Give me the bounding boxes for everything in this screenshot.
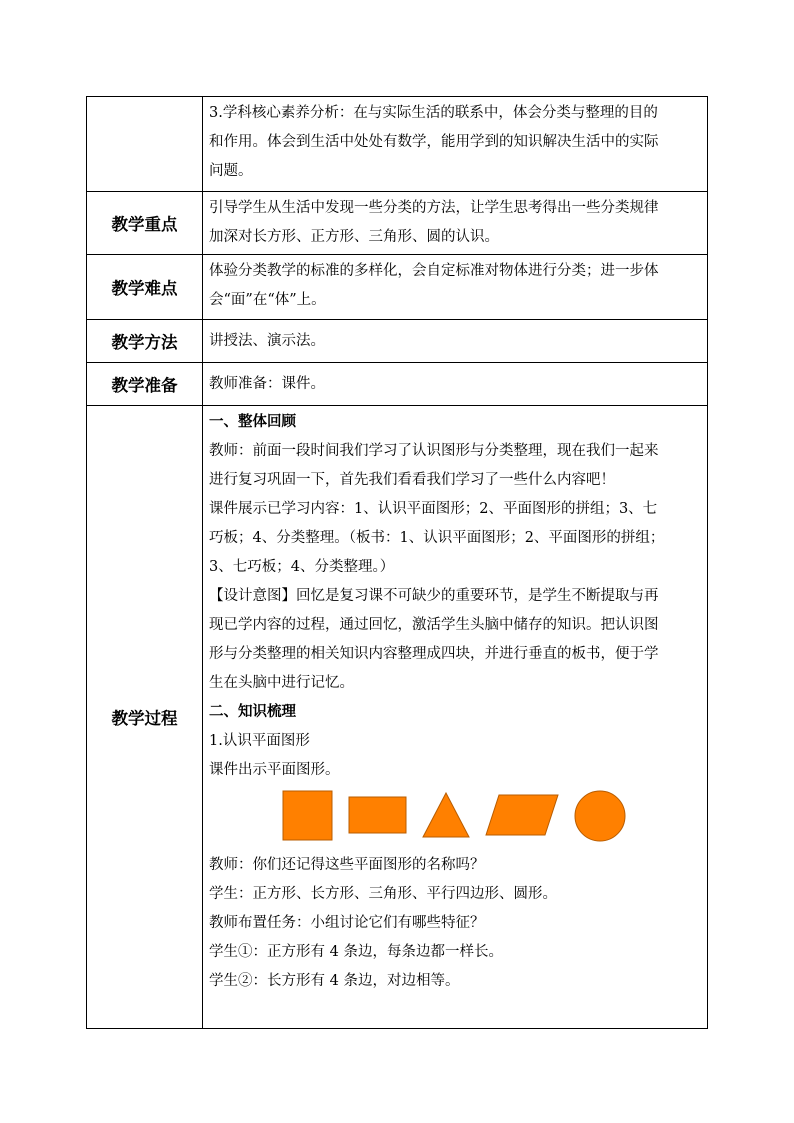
rectangle-shape — [349, 797, 406, 833]
difficult-points-cell — [203, 255, 708, 320]
section-heading-review: 一、整体回顾 — [209, 414, 296, 430]
core-line-3: 问题。 — [209, 163, 253, 179]
square-shape — [283, 791, 332, 840]
teacher-task: 教师布置任务：小组讨论它们有哪些特征？ — [209, 915, 485, 931]
review-p2-line-3: 3、七巧板；4、分类整理。） — [209, 559, 395, 575]
row-teaching-prep — [87, 363, 708, 406]
row-difficult-points — [87, 255, 708, 320]
design-intent-line-2: 现已学内容的过程，通过回忆，激活学生头脑中储存的知识。把认识图 — [209, 617, 659, 633]
difficult-line-2: 会“面”在“体”上。 — [209, 292, 326, 308]
section-heading-knowledge: 二、知识梳理 — [209, 704, 296, 720]
row-teaching-method — [87, 320, 708, 363]
teacher-question: 教师：你们还记得这些平面图形的名称吗？ — [209, 857, 485, 873]
design-intent-line-4: 生在头脑中进行记忆。 — [209, 675, 354, 691]
plane-shapes-svg — [281, 789, 641, 845]
triangle-shape — [423, 793, 469, 837]
circle-shape — [575, 791, 625, 841]
design-intent-line-3: 形与分类整理的相关知识内容整理成四块，并进行垂直的板书，便于学 — [209, 646, 659, 662]
teaching-prep-cell — [203, 363, 708, 406]
row-teaching-process — [87, 406, 708, 1029]
teaching-process-cell — [203, 406, 708, 1029]
teaching-process-label: 教学过程 — [87, 406, 203, 1029]
core-line-1: 3.学科核心素养分析：在与实际生活的联系中，体会分类与整理的目的 — [209, 105, 658, 121]
key-points-cell — [203, 192, 708, 255]
teaching-method-text: 讲授法、演示法。 — [209, 332, 325, 349]
key-line-2: 加深对长方形、正方形、三角形、圆的认识。 — [209, 229, 499, 245]
lesson-plan-table — [86, 96, 708, 1029]
key-line-1: 引导学生从生活中发现一些分类的方法，让学生思考得出一些分类规律 — [209, 200, 659, 216]
row-key-points — [87, 192, 708, 255]
core-line-2: 和作用。体会到生活中处处有数学，能用学到的知识解决生活中的实际 — [209, 134, 659, 150]
core-literacy-cell — [203, 97, 708, 192]
review-p1-line-1: 教师：前面一段时间我们学习了认识图形与分类整理，现在我们一起来 — [209, 443, 659, 459]
review-p2-line-1: 课件展示已学习内容：1、认识平面图形；2、平面图形的拼组；3、七 — [209, 501, 658, 517]
student-answer: 学生：正方形、长方形、三角形、平行四边形、圆形。 — [209, 886, 557, 902]
teaching-prep-label: 教学准备 — [87, 363, 203, 406]
row-core-literacy — [87, 97, 708, 192]
blank-label-cell — [87, 97, 203, 192]
review-p1-line-2: 进行复习巩固一下，首先我们看看我们学习了一些什么内容吧！ — [209, 472, 615, 488]
show-shapes-text: 课件出示平面图形。 — [209, 762, 340, 778]
teaching-method-label: 教学方法 — [87, 320, 203, 363]
parallelogram-shape — [486, 795, 558, 835]
teaching-method-cell — [203, 320, 708, 363]
key-points-label: 教学重点 — [87, 192, 203, 255]
teaching-prep-text: 教师准备：课件。 — [209, 375, 325, 392]
review-p2-line-2: 巧板；4、分类整理。（板书：1、认识平面图形；2、平面图形的拼组； — [209, 530, 665, 546]
plane-shapes-figure — [209, 785, 701, 851]
subsection-plane-shapes: 1.认识平面图形 — [209, 733, 310, 749]
student-1-answer: 学生①：正方形有 4 条边，每条边都一样长。 — [209, 944, 503, 960]
difficult-line-1: 体验分类教学的标准的多样化，会自定标准对物体进行分类；进一步体 — [209, 263, 659, 279]
student-2-answer: 学生②：长方形有 4 条边，对边相等。 — [209, 973, 460, 989]
difficult-points-label: 教学难点 — [87, 255, 203, 320]
design-intent-line-1: 【设计意图】回忆是复习课不可缺少的重要环节，是学生不断提取与再 — [209, 588, 659, 604]
